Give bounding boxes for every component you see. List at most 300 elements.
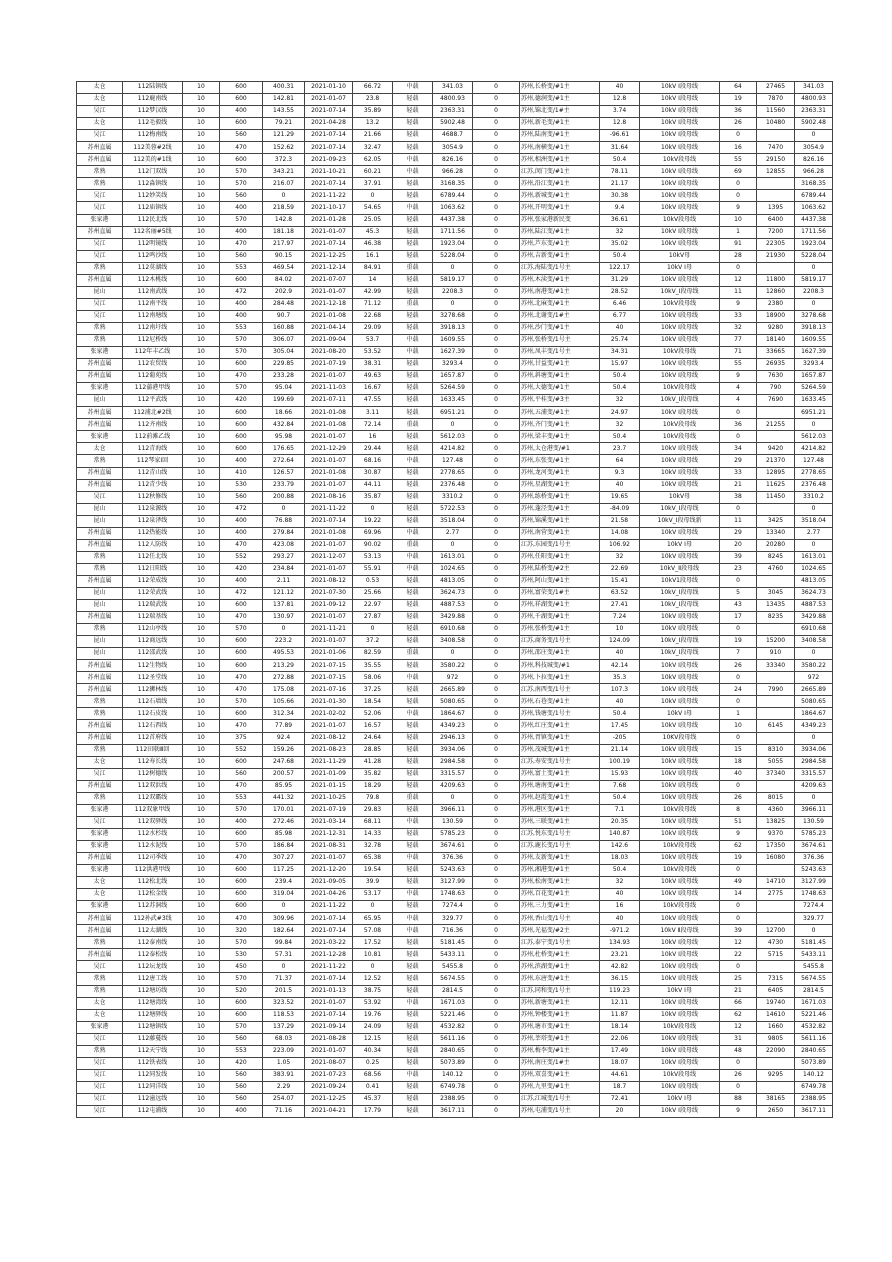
cell-flag: 0 [473,901,520,913]
cell-margin: 3310.2 [433,491,473,503]
cell-margin: 2984.58 [433,756,473,768]
cell-rated-current: 470 [220,612,263,624]
cell-voltage: 10 [183,298,220,310]
cell-date: 2021-01-07 [305,1045,353,1057]
cell-substation: 江苏,同和变/1号主 [520,985,600,997]
cell-load-status: 轻载 [393,624,433,636]
cell-load-status: 中载 [393,527,433,539]
cell-current: 79.21 [263,118,305,130]
cell-load-rate: 25.66 [353,587,393,599]
cell-margin: 2.77 [433,527,473,539]
cell-voltage: 10 [183,828,220,840]
cell-capacity: 7470 [757,142,795,154]
cell-district: 太仓 [77,1009,123,1021]
cell-substation: 苏州,陆南变/#1主 [520,130,600,142]
cell-customers: 0 [720,961,757,973]
cell-current: 85.95 [263,780,305,792]
cell-margin: 6749.78 [433,1081,473,1093]
cell-voltage: 10 [183,310,220,322]
cell-available: 4349.23 [795,720,833,732]
cell-load-rate: 42.99 [353,286,393,298]
cell-rated-current: 400 [220,515,263,527]
cell-substation: 江苏,江城变/1号主 [520,1093,600,1105]
cell-margin: 2778.65 [433,467,473,479]
cell-available: 1063.62 [795,202,833,214]
cell-margin: 5819.17 [433,274,473,286]
cell-district: 张家港 [77,901,123,913]
cell-flag: 0 [473,118,520,130]
cell-transformer-load: 119.23 [600,985,640,997]
cell-substation: 江苏,海陆变/1号主 [520,262,600,274]
cell-flag: 0 [473,973,520,985]
cell-load-status: 轻载 [393,503,433,515]
table-row [77,431,833,443]
cell-district: 吴江 [77,1057,123,1069]
cell-date: 2021-01-08 [305,419,353,431]
cell-bus: 10kV Ⅰ段母线 [640,467,720,479]
cell-transformer-load: 15.93 [600,768,640,780]
cell-load-rate: 0 [353,624,393,636]
cell-transformer-load: 40 [600,479,640,491]
table-row [77,1021,833,1033]
cell-margin: 3674.61 [433,840,473,852]
cell-voltage: 10 [183,756,220,768]
cell-bus: 10kV Ⅰ母 [640,1093,720,1105]
cell-current: 229.85 [263,359,305,371]
cell-available: 826.16 [795,154,833,166]
cell-available: 972 [795,672,833,684]
cell-line-name: 112毛毅线 [123,118,183,130]
cell-capacity: 27465 [757,82,795,94]
cell-transformer-load: 50.4 [600,865,640,877]
cell-line-name: 112田联Ⅲ回 [123,744,183,756]
table-row [77,178,833,190]
cell-current: 199.69 [263,395,305,407]
cell-district: 吴江 [77,310,123,322]
cell-date: 2021-07-19 [305,359,353,371]
cell-rated-current: 570 [220,1021,263,1033]
cell-load-status: 重载 [393,419,433,431]
cell-rated-current: 470 [220,371,263,383]
cell-margin: 5080.65 [433,696,473,708]
cell-rated-current: 570 [220,178,263,190]
cell-substation: 江苏,鹿长变/1号主 [520,840,600,852]
cell-bus: 10kV Ⅰ段母线 [640,407,720,419]
cell-bus: 10kV Ⅰ段母线 [640,202,720,214]
cell-customers: 19 [720,636,757,648]
cell-available: 0 [795,732,833,744]
cell-line-name: 112梦汉线 [123,106,183,118]
cell-substation: 苏州,滨湖变/#1主 [520,961,600,973]
cell-voltage: 10 [183,407,220,419]
cell-capacity: 11450 [757,491,795,503]
cell-transformer-load: 50.4 [600,383,640,395]
cell-voltage: 10 [183,780,220,792]
cell-date: 2021-07-19 [305,804,353,816]
cell-transformer-load: 36.15 [600,973,640,985]
cell-voltage: 10 [183,118,220,130]
cell-rated-current: 320 [220,925,263,937]
cell-current: 495.53 [263,648,305,660]
cell-load-rate: 24.09 [353,1021,393,1033]
cell-current: 307.27 [263,853,305,865]
cell-substation: 苏州,龙河变/#1主 [520,467,600,479]
cell-district: 常熟 [77,563,123,575]
cell-voltage: 10 [183,371,220,383]
cell-customers: 0 [720,130,757,142]
cell-voltage: 10 [183,732,220,744]
cell-rated-current: 470 [220,238,263,250]
cell-substation: 苏州,张桥变/1号主 [520,334,600,346]
cell-margin: 376.36 [433,853,473,865]
cell-date: 2021-07-14 [305,142,353,154]
table-row [77,937,833,949]
cell-margin: 5221.46 [433,1009,473,1021]
table-row [77,214,833,226]
cell-margin: 0 [433,539,473,551]
cell-rated-current: 530 [220,479,263,491]
cell-district: 张家港 [77,840,123,852]
cell-transformer-load: 17.45 [600,720,640,732]
cell-available: 4800.93 [795,94,833,106]
cell-current: 143.55 [263,106,305,118]
cell-load-status: 轻载 [393,1021,433,1033]
cell-current: 423.08 [263,539,305,551]
cell-rated-current: 600 [220,443,263,455]
cell-transformer-load: 28.52 [600,286,640,298]
cell-flag: 0 [473,937,520,949]
cell-load-status: 轻载 [393,1093,433,1105]
cell-date: 2021-09-14 [305,1021,353,1033]
cell-available: 5433.11 [795,949,833,961]
cell-load-status: 轻载 [393,286,433,298]
cell-capacity: 17350 [757,840,795,852]
cell-load-status: 轻载 [393,431,433,443]
table-row [77,491,833,503]
cell-rated-current: 600 [220,431,263,443]
cell-rated-current: 560 [220,130,263,142]
cell-substation: 苏州,三力变/#1主 [520,901,600,913]
cell-substation: 苏州,千湖变/#1主 [520,612,600,624]
cell-flag: 0 [473,672,520,684]
cell-load-status: 轻载 [393,383,433,395]
cell-substation: 苏州,甘益变/#1主 [520,359,600,371]
cell-transformer-load: 50.4 [600,431,640,443]
cell-date: 2021-09-24 [305,1081,353,1093]
cell-voltage: 10 [183,359,220,371]
cell-bus: 10kV_Ⅱ段母线 [640,563,720,575]
cell-district: 张家港 [77,865,123,877]
cell-capacity [757,696,795,708]
cell-margin: 1627.39 [433,347,473,359]
cell-available: 5611.16 [795,1033,833,1045]
cell-flag: 0 [473,684,520,696]
cell-load-rate: 38.31 [353,359,393,371]
cell-date: 2021-08-12 [305,732,353,744]
cell-line-name: 112商远线 [123,636,183,648]
cell-district: 太仓 [77,997,123,1009]
cell-load-status: 中载 [393,816,433,828]
cell-flag: 0 [473,467,520,479]
cell-load-rate: 37.25 [353,684,393,696]
cell-load-status: 轻载 [393,1033,433,1045]
cell-line-name: 112坛龙线 [123,961,183,973]
cell-substation: 苏州,屯浦变/1号主 [520,1105,600,1117]
cell-substation: 苏州,锦北变/1#主 [520,106,600,118]
cell-load-status: 轻载 [393,1081,433,1093]
cell-capacity: 12895 [757,467,795,479]
cell-current: 182.64 [263,925,305,937]
cell-district: 苏州直属 [77,407,123,419]
cell-rated-current: 600 [220,877,263,889]
cell-district: 张家港 [77,383,123,395]
cell-margin: 3127.99 [433,877,473,889]
cell-rated-current: 570 [220,383,263,395]
cell-rated-current: 470 [220,853,263,865]
cell-transformer-load: 27.41 [600,600,640,612]
cell-district: 张家港 [77,804,123,816]
cell-date: 2021-09-12 [305,600,353,612]
cell-substation: 苏州,光福变/#2主 [520,925,600,937]
cell-load-status: 轻载 [393,515,433,527]
cell-capacity: 22305 [757,238,795,250]
cell-substation: 苏州,钟楼变/#1主 [520,1009,600,1021]
cell-district: 常熟 [77,334,123,346]
cell-margin: 826.16 [433,154,473,166]
cell-available: 6910.68 [795,624,833,636]
table-row [77,660,833,672]
cell-margin: 2840.65 [433,1045,473,1057]
cell-load-rate: 22.68 [353,310,393,322]
cell-rated-current: 600 [220,708,263,720]
cell-flag: 0 [473,479,520,491]
cell-bus: 10kV Ⅰ段母线 [640,551,720,563]
cell-load-rate: 14.33 [353,828,393,840]
cell-load-rate: 25.05 [353,214,393,226]
cell-available: 4532.82 [795,1021,833,1033]
cell-available: 376.36 [795,853,833,865]
cell-current: 92.4 [263,732,305,744]
cell-date: 2021-12-07 [305,551,353,563]
cell-customers: 39 [720,551,757,563]
table-row [77,298,833,310]
cell-date: 2021-01-08 [305,527,353,539]
cell-customers: 0 [720,190,757,202]
cell-line-name: 112蒲港甲线 [123,383,183,395]
table-row [77,347,833,359]
cell-load-rate: 18.54 [353,696,393,708]
cell-voltage: 10 [183,250,220,262]
cell-voltage: 10 [183,551,220,563]
cell-bus: 10kV Ⅰ段母线 [640,949,720,961]
cell-flag: 0 [473,383,520,395]
cell-capacity: 10480 [757,118,795,130]
cell-bus: 10kV_Ⅰ段母线 [640,636,720,648]
cell-date: 2021-01-09 [305,768,353,780]
cell-rated-current: 600 [220,82,263,94]
cell-flag: 0 [473,395,520,407]
cell-date: 2021-08-28 [305,1033,353,1045]
cell-capacity [757,672,795,684]
cell-substation: 苏州,东张变/#1主 [520,455,600,467]
cell-load-status: 轻载 [393,310,433,322]
table-row [77,1069,833,1081]
cell-line-name: 112泰南线 [123,937,183,949]
cell-flag: 0 [473,214,520,226]
cell-transformer-load: 19.65 [600,491,640,503]
cell-load-status: 轻载 [393,94,433,106]
cell-bus: 10kV Ⅰ段母线 [640,455,720,467]
cell-margin: 3617.11 [433,1105,473,1117]
cell-load-status: 轻载 [393,877,433,889]
cell-current: 71.16 [263,1105,305,1117]
table-row [77,262,833,274]
cell-line-name: 112邵武线 [123,648,183,660]
cell-customers: 0 [720,672,757,684]
cell-customers: 7 [720,648,757,660]
cell-load-status: 重载 [393,539,433,551]
cell-substation: 苏州,北谢变/1#主 [520,310,600,322]
cell-customers: 33 [720,467,757,479]
cell-load-status: 中载 [393,347,433,359]
cell-rated-current: 400 [220,298,263,310]
cell-bus: 10kV Ⅰ段母线 [640,359,720,371]
cell-customers: 62 [720,1009,757,1021]
cell-load-rate: 53.7 [353,334,393,346]
cell-district: 常熟 [77,973,123,985]
cell-date: 2021-07-14 [305,106,353,118]
cell-customers: 26 [720,660,757,672]
cell-district: 昆山 [77,395,123,407]
cell-bus: 10kV_Ⅰ段母线 [640,587,720,599]
cell-customers: 88 [720,1093,757,1105]
cell-voltage: 10 [183,94,220,106]
cell-district: 吴江 [77,816,123,828]
cell-substation: 江苏,南西变/1号主 [520,684,600,696]
cell-bus: 10kV Ⅰ段母线 [640,142,720,154]
cell-date: 2021-11-29 [305,756,353,768]
cell-district: 苏州直属 [77,780,123,792]
cell-date: 2021-01-07 [305,455,353,467]
cell-flag: 0 [473,238,520,250]
table-row [77,479,833,491]
cell-date: 2021-01-07 [305,431,353,443]
cell-load-rate: 39.9 [353,877,393,889]
cell-line-name: 112前滩乙线 [123,431,183,443]
table-row [77,1057,833,1069]
cell-bus: 10kV_Ⅰ段母线 [640,648,720,660]
cell-line-name: 112水泥线 [123,840,183,852]
cell-load-status: 轻载 [393,575,433,587]
cell-district: 常熟 [77,166,123,178]
cell-district: 太仓 [77,889,123,901]
cell-date: 2021-08-20 [305,347,353,359]
cell-substation: 苏州,南营变/#1主 [520,527,600,539]
cell-district: 常熟 [77,937,123,949]
cell-available: 2984.58 [795,756,833,768]
cell-available: 966.28 [795,166,833,178]
cell-voltage: 10 [183,925,220,937]
cell-rated-current: 560 [220,768,263,780]
cell-substation: 江苏,东园变/1号主 [520,539,600,551]
cell-district: 昆山 [77,515,123,527]
cell-rated-current: 470 [220,780,263,792]
cell-margin: 4813.05 [433,575,473,587]
cell-load-status: 中载 [393,853,433,865]
cell-margin: 5722.53 [433,503,473,515]
table-row [77,202,833,214]
cell-voltage: 10 [183,503,220,515]
cell-voltage: 10 [183,768,220,780]
cell-substation: 苏州,练桥变/#1主 [520,491,600,503]
cell-margin: 4887.53 [433,600,473,612]
cell-bus: 10kV段母线 [640,1069,720,1081]
cell-current: 186.84 [263,840,305,852]
cell-flag: 0 [473,949,520,961]
cell-district: 张家港 [77,431,123,443]
cell-available: 3429.88 [795,612,833,624]
cell-line-name: 112水杉线 [123,828,183,840]
cell-transformer-load: 7.1 [600,804,640,816]
cell-load-status: 重载 [393,262,433,274]
cell-transformer-load: -84.09 [600,503,640,515]
cell-capacity: 11560 [757,106,795,118]
cell-load-rate: 79.8 [353,792,393,804]
cell-flag: 0 [473,407,520,419]
cell-substation: 苏州,凤丰变/1号主 [520,347,600,359]
cell-customers: 49 [720,877,757,889]
cell-line-name: 112洪港甲线 [123,865,183,877]
cell-current: 181.18 [263,226,305,238]
cell-load-status: 轻载 [393,443,433,455]
cell-bus: 10kV Ⅰ段母线 [640,527,720,539]
table-row [77,94,833,106]
cell-line-name: 112鹿南线 [123,94,183,106]
cell-margin: 5611.16 [433,1033,473,1045]
cell-substation: 苏州,友新变/#1主 [520,853,600,865]
table-row [77,949,833,961]
cell-available: 0 [795,298,833,310]
cell-margin: 2363.31 [433,106,473,118]
cell-transformer-load: 50.4 [600,792,640,804]
cell-available: 1671.03 [795,997,833,1009]
cell-substation: 苏州,卜拉变/#1主 [520,672,600,684]
cell-rated-current: 470 [220,684,263,696]
cell-substation: 江苏,悦东变/1号主 [520,828,600,840]
cell-transformer-load: 32 [600,395,640,407]
cell-rated-current: 553 [220,792,263,804]
cell-rated-current: 420 [220,563,263,575]
cell-voltage: 10 [183,491,220,503]
cell-bus: 10kV Ⅰ段母线 [640,853,720,865]
cell-available: 6951.21 [795,407,833,419]
cell-load-status: 中载 [393,563,433,575]
cell-line-name: 112潼远线 [123,1093,183,1105]
cell-district: 张家港 [77,1021,123,1033]
cell-customers: 20 [720,539,757,551]
cell-voltage: 10 [183,142,220,154]
cell-margin: 2814.5 [433,985,473,997]
cell-line-name: 112南圩线 [123,322,183,334]
cell-customers: 21 [720,985,757,997]
cell-capacity: 4360 [757,804,795,816]
cell-district: 苏州直属 [77,154,123,166]
cell-available: 0 [795,792,833,804]
cell-current: 284.48 [263,298,305,310]
cell-load-status: 重载 [393,648,433,660]
cell-rated-current: 400 [220,202,263,214]
cell-available: 0 [795,130,833,142]
